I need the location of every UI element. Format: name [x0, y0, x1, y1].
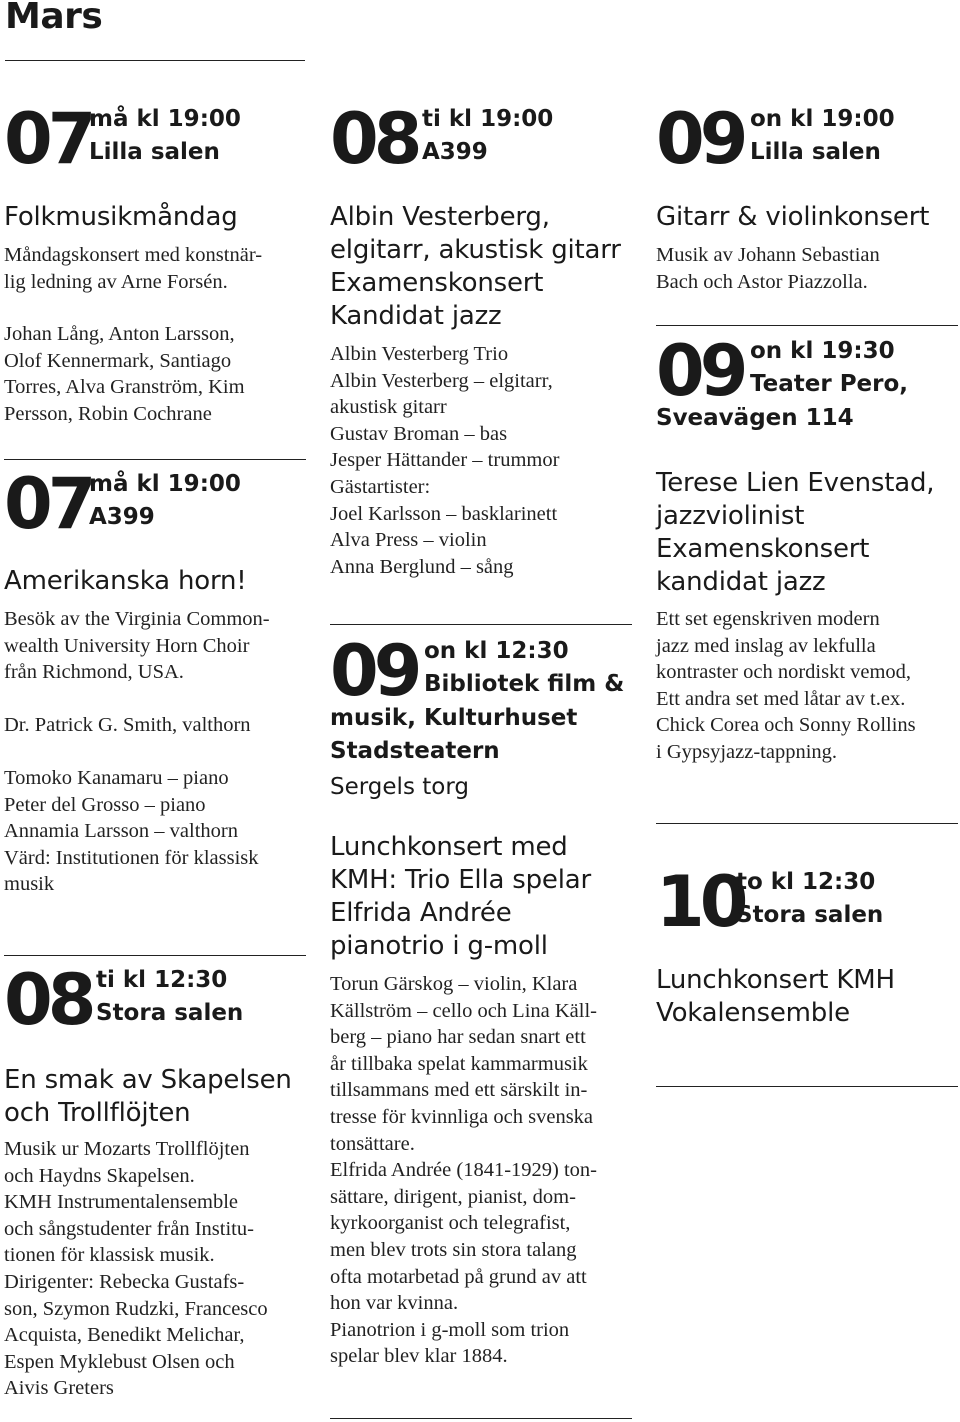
event-venue: Lilla salen — [750, 139, 881, 165]
divider — [656, 1086, 958, 1087]
event-day: 08 — [4, 959, 92, 1041]
event-date-header — [656, 98, 960, 184]
divider — [4, 459, 306, 460]
event-description: Måndagskonsert med konstnär- lig ledning av Arne Forsén. — [4, 244, 263, 293]
divider — [656, 325, 958, 326]
event-description: Torun Gärskog – violin, Klara Källström – cello och Lina Käll- berg – piano har sedan snart ett år tillbaka spelat kammarmusik tillsammans med ett särskilt in- tresse för kvinnliga och svenska tonsättare. Elfrida Andrée (1841-1929) ton- sättare, dirigent, pianist, dom- kyrkoorganist och telegrafist, men blev trots sin stora talang ofta motarbetad på grund av att hon var kvinna. Pianotrion i g-moll som trion spelar blev klar 1884. — [330, 973, 597, 1368]
event-time: må kl 19:00 — [89, 106, 241, 132]
event-time: on kl 12:30 — [424, 638, 569, 664]
divider — [5, 60, 305, 61]
event-venue-line-2: Sveavägen 114 — [656, 405, 854, 431]
event-title: Folkmusikmåndag — [4, 202, 238, 232]
divider — [4, 955, 306, 956]
event-day: 08 — [330, 98, 418, 180]
event-title: Lunchkonsert med KMH: Trio Ella spelar Elfrida Andrée pianotrio i g-moll — [330, 832, 591, 961]
event-date-header — [656, 330, 960, 431]
event-day: 07 — [4, 98, 92, 180]
event-description: Musik av Johann Sebastian Bach och Astor Piazzolla. — [656, 244, 880, 293]
event-time: ti kl 19:00 — [422, 106, 554, 132]
event-day: 10 — [656, 861, 744, 943]
event-date-header — [330, 630, 634, 764]
event-title: Gitarr & violinkonsert — [656, 202, 930, 232]
event-time: to kl 12:30 — [736, 869, 876, 895]
event-date-header — [656, 861, 960, 947]
event-performers: Dr. Patrick G. Smith, valthorn — [4, 714, 251, 736]
event-venue: Bibliotek film & — [424, 671, 625, 697]
event-location: Sergels torg — [330, 774, 469, 800]
event-time: on kl 19:00 — [750, 106, 895, 132]
event-venue: Lilla salen — [89, 139, 220, 165]
event-description: Musik ur Mozarts Trollflöjten och Haydns Skapelsen. KMH Instrumentalensemble och sångstudenter från Institu- tionen för klassisk musik. Dirigenter: Rebecka Gustafs- son, Szymon Rudzki, Francesco Acquista, Benedikt Melichar, Espen Myklebust Olsen och Aivis Greters — [4, 1138, 268, 1400]
event-venue: A399 — [89, 504, 155, 530]
event-time: on kl 19:30 — [750, 338, 895, 364]
event-title: En smak av Skapelsen och Trollflöjten — [4, 1065, 292, 1128]
event-date-header — [4, 98, 308, 184]
page-title: Mars — [5, 0, 103, 37]
event-venue: Teater Pero, — [750, 371, 909, 397]
event-performers: Tomoko Kanamaru – piano Peter del Grosso – piano Annamia Larsson – valthorn Värd: Institutionen för klassisk musik — [4, 767, 259, 896]
divider — [330, 624, 632, 625]
event-date-header — [330, 98, 634, 184]
event-day: 07 — [4, 463, 92, 545]
event-title: Albin Vesterberg, elgitarr, akustisk gitarr Examenskonsert Kandidat jazz — [330, 202, 621, 331]
event-description: Albin Vesterberg Trio Albin Vesterberg – elgitarr, akustisk gitarr Gustav Broman – bas Jesper Hättander – trummor Gästartister: Joel Karlsson – basklarinett Alva Press – violin Anna Berglund – sång — [330, 343, 560, 578]
event-day: 09 — [330, 630, 418, 712]
event-time: ti kl 12:30 — [96, 967, 228, 993]
event-venue-line-3: Stadsteatern — [330, 738, 500, 764]
event-venue-line-2: musik, Kulturhuset — [330, 705, 578, 731]
event-performers: Johan Lång, Anton Larsson, Olof Kennermark, Santiago Torres, Alva Granström, Kim Persson, Robin Cochrane — [4, 323, 245, 425]
divider — [656, 823, 958, 824]
event-title: Lunchkonsert KMH Vokalensemble — [656, 965, 895, 1028]
event-date-header — [4, 959, 308, 1045]
event-date-header — [4, 463, 308, 549]
event-time: må kl 19:00 — [89, 471, 241, 497]
event-title: Terese Lien Evenstad, jazzviolinist Examenskonsert kandidat jazz — [656, 468, 935, 597]
event-description: Ett set egenskriven modern jazz med inslag av lekfulla kontraster och nordiskt vemod, Ett andra set med låtar av t.ex. Chick Corea och Sonny Rollins i Gypsyjazz-tappning. — [656, 608, 916, 763]
event-day: 09 — [656, 98, 744, 180]
divider — [330, 1418, 632, 1419]
event-title: Amerikanska horn! — [4, 566, 247, 596]
event-day: 09 — [656, 330, 744, 412]
event-venue: Stora salen — [736, 902, 884, 928]
event-description: Besök av the Virginia Common- wealth University Horn Choir från Richmond, USA. — [4, 608, 270, 684]
event-venue: Stora salen — [96, 1000, 244, 1026]
event-venue: A399 — [422, 139, 488, 165]
